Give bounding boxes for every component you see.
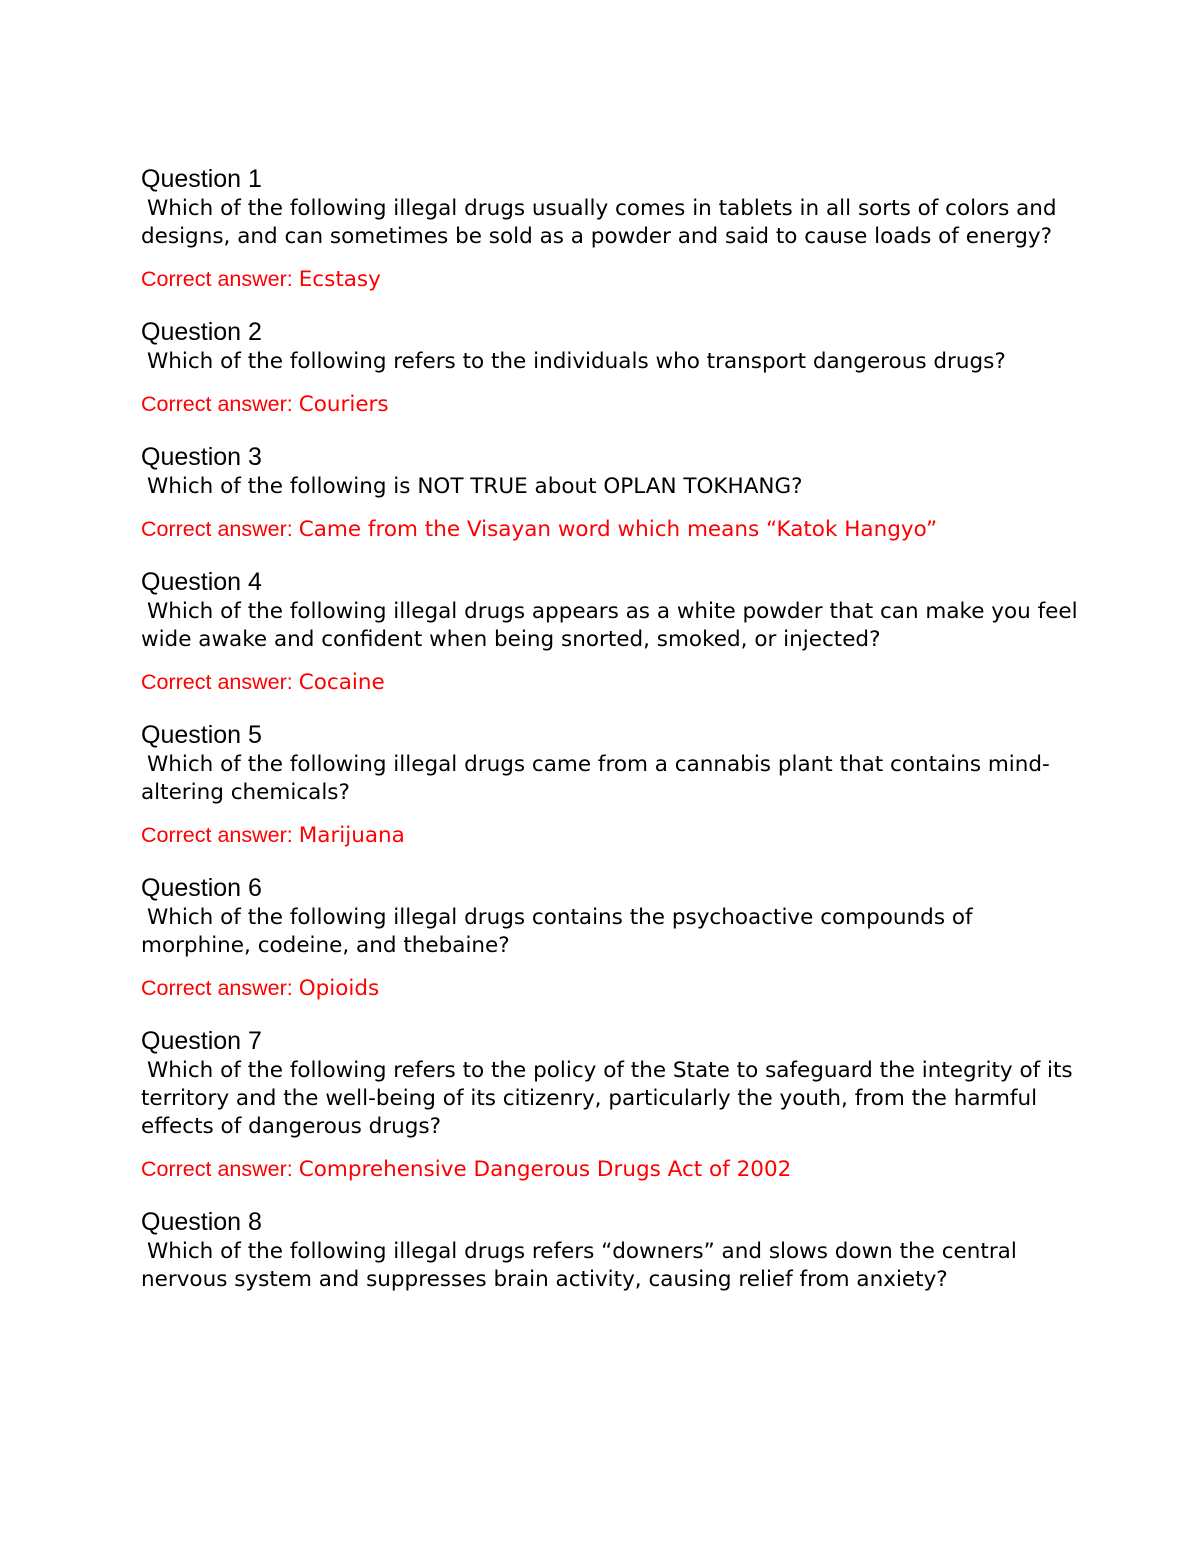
question-block-2 <box>141 316 1081 419</box>
question-heading: Question 7 <box>141 1027 262 1055</box>
question-text: Which of the following illegal drugs refers “downers” and slows down the central nervous system and suppresses brain activity, causing relief from anxiety? <box>141 1239 1017 1292</box>
correct-answer-label: Correct answer <box>141 670 287 694</box>
correct-answer <box>141 515 1081 544</box>
correct-answer-label: Correct answer <box>141 1157 287 1181</box>
correct-answer-value: Came from the Visayan word which means “Katok Hangyo” <box>298 517 938 542</box>
answer-separator: : <box>286 670 299 694</box>
question-heading: Question 1 <box>141 165 262 193</box>
answer-separator: : <box>286 1157 299 1181</box>
question-text: Which of the following illegal drugs usually comes in tablets in all sorts of colors and designs, and can sometimes be sold as a powder and said to cause loads of energy? <box>141 196 1057 249</box>
correct-answer-value: Marijuana <box>298 823 405 848</box>
answer-separator: : <box>286 267 299 291</box>
correct-answer-label: Correct answer <box>141 267 287 291</box>
correct-answer-label: Correct answer <box>141 823 287 847</box>
answer-separator: : <box>286 823 299 847</box>
correct-answer-value: Comprehensive Dangerous Drugs Act of 2002 <box>298 1157 792 1182</box>
correct-answer <box>141 265 1081 294</box>
question-text: Which of the following illegal drugs came from a cannabis plant that contains mind-altering chemicals? <box>141 752 1050 805</box>
question-heading: Question 5 <box>141 721 262 749</box>
correct-answer <box>141 821 1081 850</box>
question-text: Which of the following refers to the policy of the State to safeguard the integrity of its territory and the well-being of its citizenry, particularly the youth, from the harmful effects of dangerous drugs? <box>141 1058 1073 1139</box>
answer-separator: : <box>286 976 299 1000</box>
question-block-1 <box>141 163 1081 294</box>
correct-answer <box>141 974 1081 1003</box>
correct-answer <box>141 1155 1081 1184</box>
correct-answer-label: Correct answer <box>141 517 287 541</box>
question-text: Which of the following illegal drugs appears as a white powder that can make you feel wide awake and confident when being snorted, smoked, or injected? <box>141 599 1078 652</box>
question-heading: Question 8 <box>141 1208 262 1236</box>
correct-answer <box>141 390 1081 419</box>
correct-answer-value: Couriers <box>298 392 389 417</box>
question-heading: Question 2 <box>141 318 262 346</box>
question-block-8 <box>141 1206 1081 1294</box>
quiz-document <box>141 163 1081 1294</box>
correct-answer-value: Ecstasy <box>298 267 381 292</box>
correct-answer-value: Opioids <box>298 976 380 1001</box>
answer-separator: : <box>286 517 299 541</box>
question-block-3 <box>141 441 1081 544</box>
question-block-5 <box>141 719 1081 850</box>
question-block-6 <box>141 872 1081 1003</box>
question-text: Which of the following illegal drugs contains the psychoactive compounds of morphine, codeine, and thebaine? <box>141 905 973 958</box>
question-block-4 <box>141 566 1081 697</box>
question-text: Which of the following refers to the individuals who transport dangerous drugs? <box>147 349 1006 374</box>
correct-answer-value: Cocaine <box>298 670 385 695</box>
question-heading: Question 6 <box>141 874 262 902</box>
correct-answer <box>141 668 1081 697</box>
correct-answer-label: Correct answer <box>141 976 287 1000</box>
question-block-7 <box>141 1025 1081 1184</box>
question-heading: Question 3 <box>141 443 262 471</box>
question-text: Which of the following is NOT TRUE about OPLAN TOKHANG? <box>147 474 803 499</box>
question-heading: Question 4 <box>141 568 262 596</box>
answer-separator: : <box>286 392 299 416</box>
correct-answer-label: Correct answer <box>141 392 287 416</box>
